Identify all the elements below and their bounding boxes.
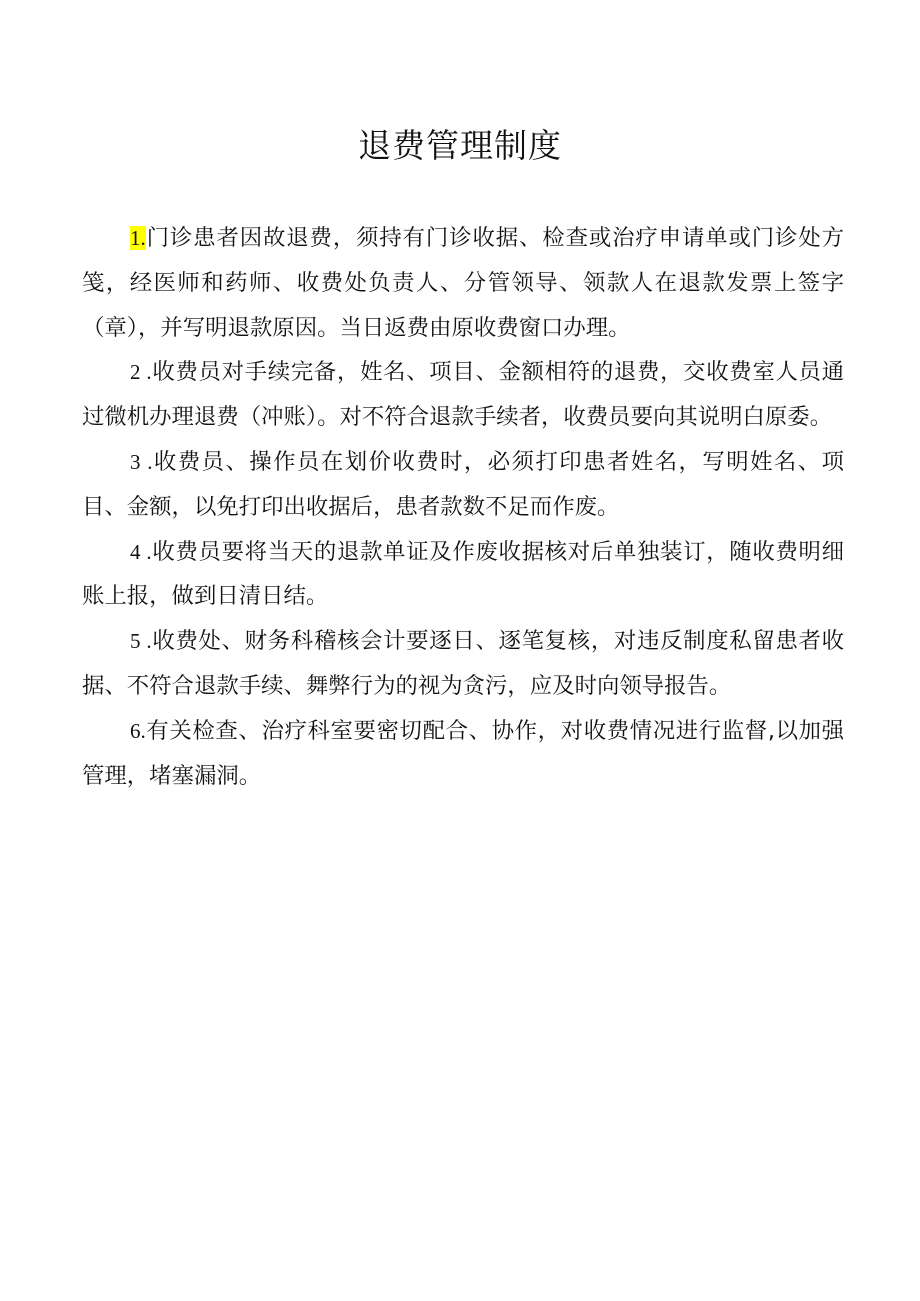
paragraph-2-number: 2 . — [130, 360, 152, 385]
paragraph-3-text: 收费员、操作员在划价收费时，必须打印患者姓名，写明姓名、项目、金额，以免打印出收据后，患者款数不足而作废。 — [82, 448, 845, 520]
paragraph-1-number: 1. — [130, 226, 146, 250]
paragraph-5-text: 收费处、财务科稽核会计要逐日、逐笔复核，对违反制度私留患者收据、不符合退款手续、舞弊行为的视为贪污，应及时向领导报告。 — [82, 628, 845, 699]
document-body — [82, 216, 844, 798]
paragraph-2 — [82, 350, 844, 440]
paragraph-1 — [82, 216, 844, 350]
paragraph-3-number: 3 . — [130, 449, 153, 474]
paragraph-4 — [82, 530, 844, 620]
paragraph-6-number: 6. — [130, 718, 146, 743]
paragraph-5-number: 5 . — [130, 629, 152, 654]
paragraph-4-number: 4 . — [130, 539, 152, 564]
paragraph-6 — [82, 709, 844, 799]
paragraph-2-text: 收费员对手续完备，姓名、项目、金额相符的退费，交收费室人员通过微机办理退费（冲账）。对不符合退款手续者，收费员要向其说明白原委。 — [82, 359, 845, 431]
paragraph-5 — [82, 619, 844, 709]
paragraph-1-text: 门诊患者因故退费，须持有门诊收据、检查或治疗申请单或门诊处方笺，经医师和药师、收费处负责人、分管领导、领款人在退款发票上签字（章），并写明退款原因。当日返费由原收费窗口办理。 — [82, 225, 844, 341]
document-title: 退费管理制度 — [358, 126, 562, 165]
paragraph-3 — [82, 440, 844, 530]
paragraph-6-text: 有关检查、治疗科室要密切配合、协作，对收费情况进行监督,以加强管理，堵塞漏洞。 — [82, 717, 844, 789]
paragraph-4-text: 收费员要将当天的退款单证及作废收据核对后单独装订，随收费明细账上报，做到日清日结。 — [82, 538, 845, 610]
